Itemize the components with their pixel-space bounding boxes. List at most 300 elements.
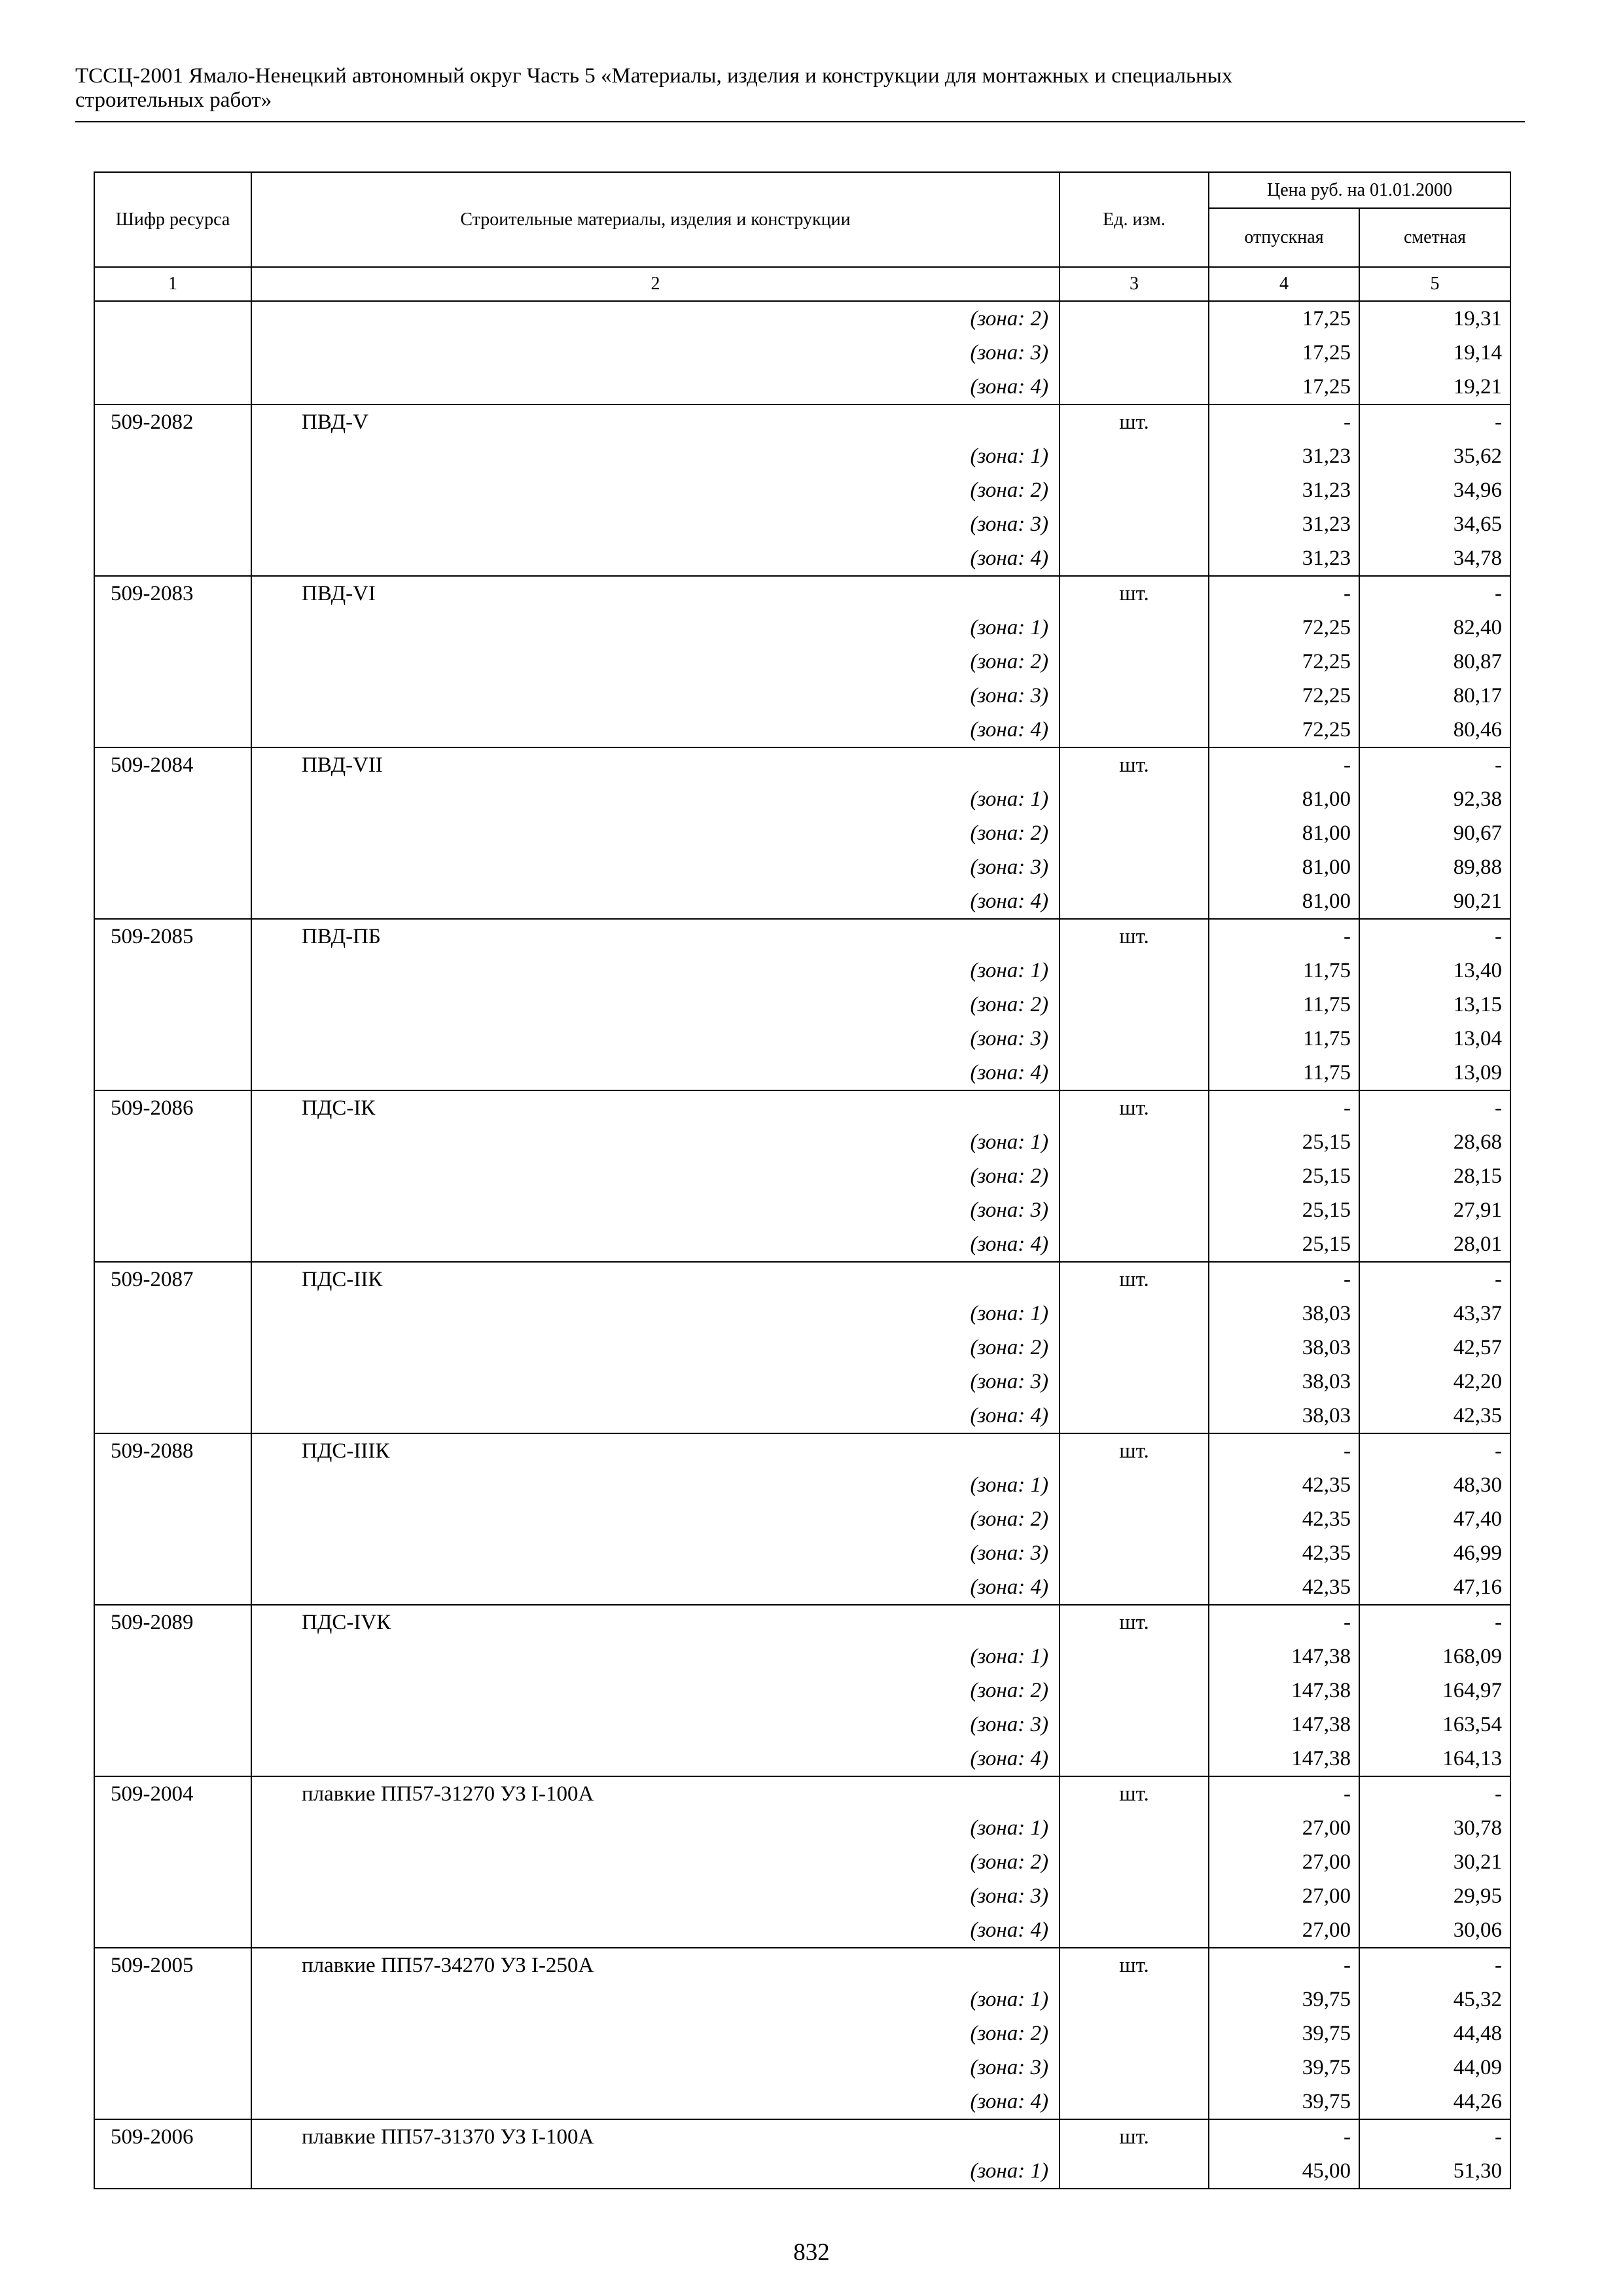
table-row [94, 1399, 1510, 1433]
resource-code-cell [94, 816, 251, 850]
material-name-cell: ПДС-IIIК [251, 1433, 1060, 1468]
estimate-price-cell: 168,09 [1359, 1640, 1510, 1674]
zone-cell: (зона: 1) [251, 954, 1060, 988]
unit-cell [1060, 336, 1209, 370]
resource-code-cell [94, 1674, 251, 1708]
resource-code-cell: 509-2005 [94, 1948, 251, 1982]
estimate-price-cell: 42,35 [1359, 1399, 1510, 1433]
zone-cell: (зона: 2) [251, 816, 1060, 850]
unit-cell [1060, 954, 1209, 988]
zone-cell: (зона: 2) [251, 473, 1060, 507]
unit-cell [1060, 1982, 1209, 2017]
estimate-price-cell: 34,96 [1359, 473, 1510, 507]
material-name-cell: плавкие ПП57-31370 УЗ I-100А [251, 2119, 1060, 2154]
zone-cell: (зона: 1) [251, 611, 1060, 645]
estimate-price-cell: 44,09 [1359, 2051, 1510, 2085]
table-row [94, 1331, 1510, 1365]
release-price-cell: 31,23 [1209, 507, 1359, 541]
zone-cell: (зона: 4) [251, 1056, 1060, 1090]
zone-cell: (зона: 3) [251, 1879, 1060, 1913]
resource-code-cell: 509-2089 [94, 1605, 251, 1640]
zone-cell: (зона: 3) [251, 1365, 1060, 1399]
resource-code-cell [94, 1536, 251, 1570]
release-price-cell: 39,75 [1209, 2051, 1359, 2085]
resource-code-cell [94, 1640, 251, 1674]
release-price-cell: 42,35 [1209, 1536, 1359, 1570]
resource-code-cell [94, 336, 251, 370]
release-price-cell: 45,00 [1209, 2154, 1359, 2189]
release-price-cell: 31,23 [1209, 439, 1359, 473]
estimate-price-cell: - [1359, 576, 1510, 611]
material-name-cell: ПВД-V [251, 404, 1060, 439]
unit-cell [1060, 1365, 1209, 1399]
table-row [94, 713, 1510, 747]
zone-cell: (зона: 3) [251, 507, 1060, 541]
unit-cell [1060, 1193, 1209, 1227]
column-number: 4 [1209, 267, 1359, 301]
estimate-price-cell: 34,78 [1359, 541, 1510, 576]
table-row [94, 1605, 1510, 1640]
resource-code-cell [94, 301, 251, 336]
header-line-2: строительных работ» [75, 88, 272, 112]
resource-code-cell [94, 541, 251, 576]
resource-code-cell [94, 2017, 251, 2051]
table-row [94, 576, 1510, 611]
table-row [94, 336, 1510, 370]
table-row [94, 2085, 1510, 2119]
resource-code-cell: 509-2088 [94, 1433, 251, 1468]
resource-code-cell [94, 439, 251, 473]
resource-code-cell [94, 1502, 251, 1536]
zone-cell: (зона: 1) [251, 1125, 1060, 1159]
zone-cell: (зона: 4) [251, 370, 1060, 404]
release-price-cell: 147,38 [1209, 1674, 1359, 1708]
table-row [94, 1193, 1510, 1227]
unit-cell [1060, 1913, 1209, 1948]
unit-cell [1060, 850, 1209, 884]
release-price-cell: 39,75 [1209, 2085, 1359, 2119]
resource-code-cell [94, 2051, 251, 2085]
unit-cell [1060, 1640, 1209, 1674]
release-price-cell: 39,75 [1209, 2017, 1359, 2051]
material-name-cell: ПВД-VII [251, 747, 1060, 782]
estimate-price-cell: 46,99 [1359, 1536, 1510, 1570]
resource-code-cell [94, 954, 251, 988]
estimate-price-cell: - [1359, 747, 1510, 782]
table-row [94, 1742, 1510, 1776]
release-price-cell: 72,25 [1209, 611, 1359, 645]
resource-code-cell [94, 1022, 251, 1056]
resource-code-cell [94, 1742, 251, 1776]
unit-cell: шт. [1060, 919, 1209, 954]
table-row [94, 1913, 1510, 1948]
unit-cell [1060, 1536, 1209, 1570]
table-row [94, 954, 1510, 988]
zone-cell: (зона: 3) [251, 336, 1060, 370]
unit-cell: шт. [1060, 1262, 1209, 1297]
table-row [94, 404, 1510, 439]
zone-cell: (зона: 2) [251, 1674, 1060, 1708]
table-row [94, 1982, 1510, 2017]
estimate-price-cell: 28,01 [1359, 1227, 1510, 1262]
unit-cell [1060, 713, 1209, 747]
header-line-1: ТССЦ-2001 Ямало-Ненецкий автономный округ Часть 5 «Материалы, изделия и конструкции для монтажных и специальных [75, 64, 1233, 88]
table-row [94, 439, 1510, 473]
table-row [94, 850, 1510, 884]
release-price-cell: - [1209, 747, 1359, 782]
estimate-price-cell: 163,54 [1359, 1708, 1510, 1742]
unit-cell [1060, 439, 1209, 473]
table-row [94, 507, 1510, 541]
unit-cell: шт. [1060, 404, 1209, 439]
header-code: Шифр ресурса [94, 172, 251, 267]
unit-cell [1060, 541, 1209, 576]
column-number: 5 [1359, 267, 1510, 301]
release-price-cell: 27,00 [1209, 1879, 1359, 1913]
estimate-price-cell: 80,46 [1359, 713, 1510, 747]
resource-code-cell [94, 1845, 251, 1879]
unit-cell: шт. [1060, 747, 1209, 782]
zone-cell: (зона: 2) [251, 1331, 1060, 1365]
unit-cell [1060, 1502, 1209, 1536]
table-row [94, 1948, 1510, 1982]
header-rule [75, 121, 1525, 122]
unit-cell [1060, 884, 1209, 919]
resource-code-cell [94, 1193, 251, 1227]
table-row [94, 541, 1510, 576]
column-number: 1 [94, 267, 251, 301]
table-row [94, 919, 1510, 954]
table-body [94, 267, 1510, 2189]
estimate-price-cell: - [1359, 2119, 1510, 2154]
material-name-cell: ПДС-IIК [251, 1262, 1060, 1297]
release-price-cell: 11,75 [1209, 1022, 1359, 1056]
resource-code-cell [94, 645, 251, 679]
release-price-cell: 17,25 [1209, 301, 1359, 336]
resource-code-cell [94, 370, 251, 404]
release-price-cell: 72,25 [1209, 713, 1359, 747]
resource-code-cell [94, 1331, 251, 1365]
resource-code-cell [94, 782, 251, 816]
header-estimate-price: сметная [1359, 208, 1510, 267]
release-price-cell: - [1209, 1776, 1359, 1811]
material-name-cell: ПВД-ПБ [251, 919, 1060, 954]
table-row [94, 611, 1510, 645]
unit-cell [1060, 1125, 1209, 1159]
unit-cell [1060, 1811, 1209, 1845]
release-price-cell: 39,75 [1209, 1982, 1359, 2017]
release-price-cell: 147,38 [1209, 1640, 1359, 1674]
estimate-price-cell: - [1359, 919, 1510, 954]
table-row [94, 1227, 1510, 1262]
table-row [94, 782, 1510, 816]
resource-code-cell [94, 1913, 251, 1948]
estimate-price-cell: 19,31 [1359, 301, 1510, 336]
zone-cell: (зона: 4) [251, 2085, 1060, 2119]
table-row [94, 1640, 1510, 1674]
zone-cell: (зона: 2) [251, 988, 1060, 1022]
estimate-price-cell: 89,88 [1359, 850, 1510, 884]
release-price-cell: 27,00 [1209, 1845, 1359, 1879]
resource-code-cell: 509-2086 [94, 1090, 251, 1125]
release-price-cell: 72,25 [1209, 679, 1359, 713]
zone-cell: (зона: 4) [251, 1570, 1060, 1605]
unit-cell [1060, 1708, 1209, 1742]
release-price-cell: - [1209, 1433, 1359, 1468]
unit-cell [1060, 507, 1209, 541]
estimate-price-cell: 44,48 [1359, 2017, 1510, 2051]
unit-cell [1060, 1468, 1209, 1502]
zone-cell: (зона: 2) [251, 1502, 1060, 1536]
release-price-cell: - [1209, 919, 1359, 954]
resource-code-cell: 509-2082 [94, 404, 251, 439]
table-row [94, 2017, 1510, 2051]
resource-code-cell [94, 1570, 251, 1605]
release-price-cell: 25,15 [1209, 1193, 1359, 1227]
unit-cell [1060, 679, 1209, 713]
unit-cell [1060, 2017, 1209, 2051]
table-row [94, 2051, 1510, 2085]
unit-cell [1060, 1879, 1209, 1913]
resource-code-cell [94, 1468, 251, 1502]
estimate-price-cell: 164,13 [1359, 1742, 1510, 1776]
table-row [94, 1056, 1510, 1090]
unit-cell [1060, 1331, 1209, 1365]
estimate-price-cell: 80,87 [1359, 645, 1510, 679]
release-price-cell: - [1209, 1605, 1359, 1640]
estimate-price-cell: - [1359, 1262, 1510, 1297]
release-price-cell: 42,35 [1209, 1570, 1359, 1605]
unit-cell [1060, 301, 1209, 336]
estimate-price-cell: 44,26 [1359, 2085, 1510, 2119]
zone-cell: (зона: 4) [251, 1742, 1060, 1776]
zone-cell: (зона: 1) [251, 1468, 1060, 1502]
resource-code-cell [94, 1399, 251, 1433]
unit-cell [1060, 816, 1209, 850]
zone-cell: (зона: 3) [251, 1022, 1060, 1056]
zone-cell: (зона: 4) [251, 713, 1060, 747]
estimate-price-cell: 92,38 [1359, 782, 1510, 816]
unit-cell [1060, 2085, 1209, 2119]
table-row [94, 473, 1510, 507]
table-row [94, 1708, 1510, 1742]
table-row [94, 679, 1510, 713]
resource-code-cell [94, 988, 251, 1022]
unit-cell [1060, 2154, 1209, 2189]
release-price-cell: 81,00 [1209, 782, 1359, 816]
unit-cell: шт. [1060, 1605, 1209, 1640]
zone-cell: (зона: 2) [251, 1845, 1060, 1879]
material-name-cell: ПВД-VI [251, 576, 1060, 611]
header-unit: Ед. изм. [1060, 172, 1209, 267]
header-release-price: отпускная [1209, 208, 1359, 267]
unit-cell: шт. [1060, 1433, 1209, 1468]
resource-code-cell [94, 713, 251, 747]
column-number: 2 [251, 267, 1060, 301]
resource-code-cell: 509-2006 [94, 2119, 251, 2154]
estimate-price-cell: 47,40 [1359, 1502, 1510, 1536]
page-header [75, 64, 1525, 113]
zone-cell: (зона: 3) [251, 1536, 1060, 1570]
zone-cell: (зона: 2) [251, 2017, 1060, 2051]
table-row [94, 1125, 1510, 1159]
zone-cell: (зона: 4) [251, 541, 1060, 576]
estimate-price-cell: 19,21 [1359, 370, 1510, 404]
header-price-group: Цена руб. на 01.01.2000 [1209, 172, 1510, 208]
zone-cell: (зона: 2) [251, 301, 1060, 336]
resource-code-cell [94, 884, 251, 919]
resource-code-cell: 509-2084 [94, 747, 251, 782]
table-row [94, 370, 1510, 404]
estimate-price-cell: - [1359, 1433, 1510, 1468]
release-price-cell: 27,00 [1209, 1811, 1359, 1845]
unit-cell [1060, 1399, 1209, 1433]
release-price-cell: 147,38 [1209, 1708, 1359, 1742]
table-row [94, 1159, 1510, 1193]
release-price-cell: 81,00 [1209, 816, 1359, 850]
unit-cell [1060, 1297, 1209, 1331]
zone-cell: (зона: 1) [251, 782, 1060, 816]
material-name-cell: плавкие ПП57-31270 УЗ I-100А [251, 1776, 1060, 1811]
resource-code-cell: 509-2085 [94, 919, 251, 954]
unit-cell: шт. [1060, 1776, 1209, 1811]
estimate-price-cell: 43,37 [1359, 1297, 1510, 1331]
table-row [94, 988, 1510, 1022]
estimate-price-cell: 90,67 [1359, 816, 1510, 850]
release-price-cell: 38,03 [1209, 1365, 1359, 1399]
table-row [94, 1776, 1510, 1811]
release-price-cell: - [1209, 1262, 1359, 1297]
estimate-price-cell: - [1359, 404, 1510, 439]
unit-cell [1060, 2051, 1209, 2085]
table-row [94, 2154, 1510, 2189]
zone-cell: (зона: 1) [251, 1297, 1060, 1331]
estimate-price-cell: 45,32 [1359, 1982, 1510, 2017]
estimate-price-cell: - [1359, 1948, 1510, 1982]
column-number: 3 [1060, 267, 1209, 301]
estimate-price-cell: 42,57 [1359, 1331, 1510, 1365]
release-price-cell: - [1209, 404, 1359, 439]
release-price-cell: - [1209, 1948, 1359, 1982]
table-row [94, 645, 1510, 679]
release-price-cell: 17,25 [1209, 336, 1359, 370]
release-price-cell: 31,23 [1209, 541, 1359, 576]
table-row [94, 1433, 1510, 1468]
release-price-cell: 11,75 [1209, 988, 1359, 1022]
resource-code-cell [94, 2154, 251, 2189]
table-row [94, 1845, 1510, 1879]
unit-cell [1060, 1742, 1209, 1776]
unit-cell [1060, 782, 1209, 816]
table-row [94, 1570, 1510, 1605]
estimate-price-cell: 27,91 [1359, 1193, 1510, 1227]
resource-code-cell [94, 1056, 251, 1090]
price-table [94, 171, 1511, 2189]
table-row [94, 1879, 1510, 1913]
estimate-price-cell: 29,95 [1359, 1879, 1510, 1913]
table-row [94, 1674, 1510, 1708]
table-row [94, 2119, 1510, 2154]
estimate-price-cell: 164,97 [1359, 1674, 1510, 1708]
resource-code-cell: 509-2083 [94, 576, 251, 611]
table-row [94, 1468, 1510, 1502]
release-price-cell: 81,00 [1209, 850, 1359, 884]
table-row [94, 1090, 1510, 1125]
unit-cell [1060, 1022, 1209, 1056]
zone-cell: (зона: 1) [251, 2154, 1060, 2189]
release-price-cell: 147,38 [1209, 1742, 1359, 1776]
resource-code-cell [94, 507, 251, 541]
estimate-price-cell: 30,78 [1359, 1811, 1510, 1845]
resource-code-cell [94, 1159, 251, 1193]
estimate-price-cell: 30,21 [1359, 1845, 1510, 1879]
zone-cell: (зона: 4) [251, 1227, 1060, 1262]
unit-cell [1060, 1845, 1209, 1879]
zone-cell: (зона: 1) [251, 1982, 1060, 2017]
unit-cell [1060, 611, 1209, 645]
estimate-price-cell: - [1359, 1090, 1510, 1125]
unit-cell [1060, 645, 1209, 679]
unit-cell: шт. [1060, 576, 1209, 611]
unit-cell: шт. [1060, 1948, 1209, 1982]
table-row [94, 884, 1510, 919]
zone-cell: (зона: 2) [251, 645, 1060, 679]
table-row [94, 1811, 1510, 1845]
release-price-cell: 25,15 [1209, 1159, 1359, 1193]
unit-cell [1060, 370, 1209, 404]
table-row [94, 1536, 1510, 1570]
release-price-cell: - [1209, 576, 1359, 611]
estimate-price-cell: 90,21 [1359, 884, 1510, 919]
zone-cell: (зона: 4) [251, 884, 1060, 919]
zone-cell: (зона: 1) [251, 1640, 1060, 1674]
material-name-cell: ПДС-IVК [251, 1605, 1060, 1640]
release-price-cell: 42,35 [1209, 1502, 1359, 1536]
estimate-price-cell: 13,09 [1359, 1056, 1510, 1090]
estimate-price-cell: 82,40 [1359, 611, 1510, 645]
release-price-cell: 31,23 [1209, 473, 1359, 507]
estimate-price-cell: 42,20 [1359, 1365, 1510, 1399]
estimate-price-cell: 34,65 [1359, 507, 1510, 541]
release-price-cell: 72,25 [1209, 645, 1359, 679]
resource-code-cell: 509-2004 [94, 1776, 251, 1811]
unit-cell: шт. [1060, 1090, 1209, 1125]
resource-code-cell [94, 1297, 251, 1331]
zone-cell: (зона: 3) [251, 850, 1060, 884]
resource-code-cell [94, 611, 251, 645]
release-price-cell: 17,25 [1209, 370, 1359, 404]
zone-cell: (зона: 1) [251, 1811, 1060, 1845]
table-row [94, 1365, 1510, 1399]
estimate-price-cell: 80,17 [1359, 679, 1510, 713]
header-name: Строительные материалы, изделия и конструкции [251, 172, 1060, 267]
unit-cell [1060, 1159, 1209, 1193]
table-row [94, 747, 1510, 782]
release-price-cell: 38,03 [1209, 1297, 1359, 1331]
table-header [94, 172, 1510, 267]
zone-cell: (зона: 3) [251, 2051, 1060, 2085]
unit-cell [1060, 1227, 1209, 1262]
release-price-cell: - [1209, 2119, 1359, 2154]
resource-code-cell [94, 1365, 251, 1399]
zone-cell: (зона: 3) [251, 679, 1060, 713]
resource-code-cell [94, 1879, 251, 1913]
unit-cell [1060, 1056, 1209, 1090]
material-name-cell: ПДС-IК [251, 1090, 1060, 1125]
release-price-cell: 11,75 [1209, 1056, 1359, 1090]
material-name-cell: плавкие ПП57-34270 УЗ I-250А [251, 1948, 1060, 1982]
unit-cell [1060, 988, 1209, 1022]
